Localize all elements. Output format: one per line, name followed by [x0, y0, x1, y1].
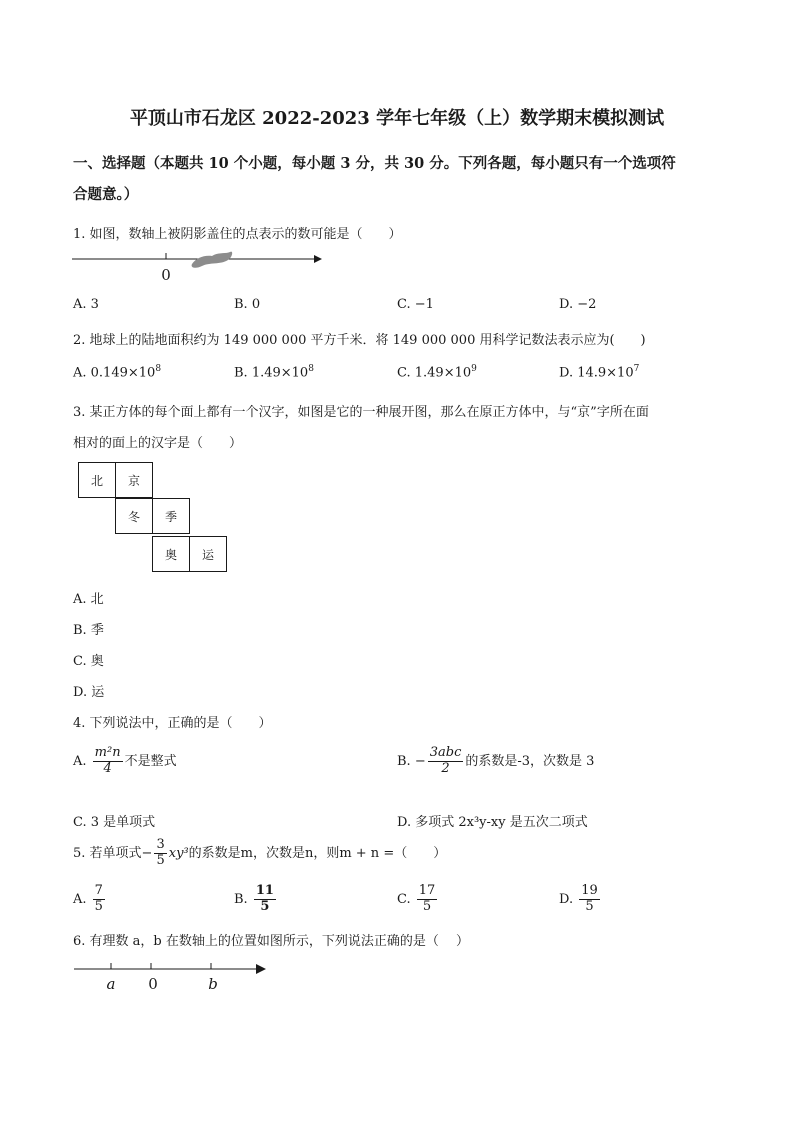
question-5-stem: 5. 若单项式− $\frac{3}{5}$ xy³的系数是m，次数是n，则m + n =（ ）	[73, 837, 447, 868]
net-cell-dong: 冬	[115, 498, 153, 534]
q1-option-b: B. 0	[234, 297, 261, 312]
q6-label-b: b	[208, 975, 218, 993]
q1-number-line	[70, 244, 330, 284]
q6-axis-arrow	[256, 964, 266, 974]
q3-option-d: D. 运	[73, 685, 105, 700]
question-6-stem: 6. 有理数 a，b 在数轴上的位置如图所示，下列说法正确的是（ ）	[73, 934, 470, 949]
question-1-stem: 1. 如图，数轴上被阴影盖住的点表示的数可能是（ ）	[73, 227, 402, 242]
q6-number-line	[70, 958, 280, 998]
q5-option-b: B. $\frac{11}{5}$	[234, 883, 274, 914]
q3-option-a: A. 北	[73, 592, 104, 607]
q6-label-zero: 0	[148, 975, 158, 993]
q3-option-c: C. 奥	[73, 654, 104, 669]
q1-option-d: D. −2	[559, 297, 597, 312]
page-title: 平顶山市石龙区 2022-2023 学年七年级（上）数学期末模拟测试	[129, 108, 665, 129]
q5-option-c: C. $\frac{17}{5}$	[397, 883, 436, 914]
q2-option-d: D. $14.9\times 10^7$	[559, 364, 640, 381]
q4-option-c: C. 3 是单项式	[73, 815, 156, 830]
net-cell-ji: 季	[152, 498, 190, 534]
section-heading-line1: 一、选择题（本题共 10 个小题，每小题 3 分，共 30 分。下列各题，每小题只有一个选项符	[73, 155, 676, 172]
q3-option-b: B. 季	[73, 623, 104, 638]
q4-option-b: B. − $\frac{\text{3abc}}{2}$ 的系数是-3，次数是 3	[397, 745, 595, 776]
q1-option-a: A. 3	[73, 297, 99, 312]
q4-option-b-fraction: $\frac{\text{3abc}}{2}$	[429, 745, 462, 776]
q5-coefficient-fraction: $\frac{3}{5}$	[156, 837, 165, 868]
section-heading-line2: 合题意。）	[73, 186, 139, 203]
q2-option-c: C. $1.49\times 10^9$	[397, 364, 477, 381]
question-3-stem-line1: 3. 某正方体的每个面上都有一个汉字，如图是它的一种展开图，那么在原正方体中，与“京”字所在面	[73, 405, 649, 420]
q5-option-d: D. $\frac{19}{5}$	[559, 883, 598, 914]
q4-option-d: D. 多项式 2x³y-xy 是五次二项式	[397, 815, 588, 830]
net-cell-jing: 京	[115, 462, 153, 498]
q6-label-a: a	[106, 975, 116, 993]
q2-option-b: B. $1.49\times 10^8$	[234, 364, 314, 381]
q5-option-a: A. $\frac{7}{5}$	[73, 883, 103, 914]
q2-option-a: A. $0.149\times 10^8$	[73, 364, 162, 381]
net-cell-yun: 运	[189, 536, 227, 572]
net-cell-ao: 奥	[152, 536, 190, 572]
q4-option-a: A. $\frac{\text{m²n}}{4}$ 不是整式	[73, 745, 177, 776]
question-2-stem: 2. 地球上的陆地面积约为 149 000 000 平方千米．将 149 000 000 用科学记数法表示应为( )	[73, 333, 646, 348]
q1-zero-label: 0	[161, 266, 171, 284]
q1-axis-arrow	[314, 255, 322, 263]
q1-shadow-blob	[192, 252, 233, 268]
question-3-stem-line2: 相对的面上的汉字是（ ）	[73, 436, 243, 451]
q4-option-a-fraction: $\frac{\text{m²n}}{4}$	[94, 745, 121, 776]
question-4-stem: 4. 下列说法中，正确的是（ ）	[73, 716, 272, 731]
q1-option-c: C. −1	[397, 297, 434, 312]
net-cell-bei: 北	[78, 462, 116, 498]
